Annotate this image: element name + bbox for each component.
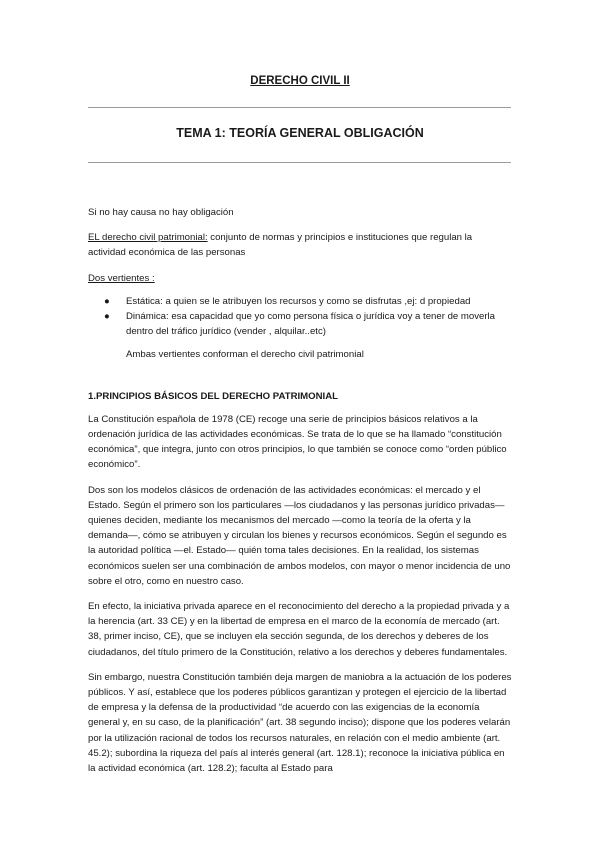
section-heading: 1.PRINCIPIOS BÁSICOS DEL DERECHO PATRIMONIAL	[88, 390, 338, 402]
list-item	[88, 309, 512, 339]
topic-title: TEMA 1: TEORÍA GENERAL OBLIGACIÓN	[176, 126, 424, 140]
document-title: DERECHO CIVIL II	[250, 75, 350, 87]
vertientes-list	[88, 294, 512, 340]
bullet-icon: ●	[104, 311, 110, 323]
title-divider-top	[88, 107, 511, 108]
paragraph: La Constitución española de 1978 (CE) recoge una serie de principios básicos relativos a la ordenación jurídica de las actividades económicas. Se trata de lo que se ha llamado “constitución económica”, que integra, junto con otros principios, lo que también se conoce como “orden público económico”.	[88, 413, 507, 471]
lead-sentence: Si no hay causa no hay obligación	[88, 207, 234, 218]
list-item-text: Estática: a quien se le atribuyen los recursos y como se disfrutas ,ej: d propiedad	[126, 295, 471, 307]
title-divider-bottom	[88, 162, 511, 163]
list-item-text: Dinámica: esa capacidad que yo como persona física o jurídica voy a tener de moverla dentro del tráfico jurídico (vender , alquilar..etc)	[126, 311, 496, 338]
paragraph: Dos son los modelos clásicos de ordenación de las actividades económicas: el mercado y el Estado. Según el primero son los particulares —los ciudadanos y las personas jurídico privadas— quienes deciden, mediante los mecanismos del mercado —como la teoría de la oferta y la demanda—, cómo se atribuyen y circulan los bienes y recursos económicos. Según el segundo es la autoridad política —el. Estado— quién toma tales decisiones. En la realidad, los sistemas económicos suelen ser una combinación de ambos modelos, con mayor o menor incidencia de uno sobre el otro, como en nuestro caso.	[88, 484, 511, 587]
definition-text: conjunto de normas y principios e instituciones que regulan la actividad económica de las personas	[88, 232, 473, 259]
paragraph: En efecto, la iniciativa privada aparece en el reconocimiento del derecho a la propiedad privada y a la herencia (art. 33 CE) y en la libertad de empresa en el marco de la economía de mercado (art. 38, primer inciso, CE), que se incluyen ela sección segunda, de los derechos y deberes de los ciudadanos, del título primero de la Constitución, relativo a los derechos y deberes fundamentales.	[88, 601, 510, 658]
document-body	[88, 205, 512, 786]
definition-paragraph	[88, 230, 512, 260]
list-item	[88, 294, 512, 309]
vertientes-heading: Dos vertientes :	[88, 272, 155, 284]
bullet-icon: ●	[104, 295, 110, 307]
vertientes-summary: Ambas vertientes conforman el derecho civil patrimonial	[126, 349, 364, 361]
paragraph: Sin embargo, nuestra Constitución también deja margen de maniobra a la actuación de los poderes públicos. Y así, establece que los poderes públicos garantizan y protegen el ejercicio de la libertad de empresa y la defensa de la productividad “de acuerdo con las exigencias de la economía general y, en su caso, de la planificación” (art. 38 segundo inciso); dispone que los poderes velarán por la utilización racional de todos los recursos naturales, en relación con el medio ambiente (art. 45.2); subordina la riqueza del país al interés general (art. 128.1); reconoce la iniciativa pública en la actividad económica (art. 128.2); faculta al Estado para	[88, 671, 512, 775]
definition-term: EL derecho civil patrimonial:	[88, 232, 208, 244]
